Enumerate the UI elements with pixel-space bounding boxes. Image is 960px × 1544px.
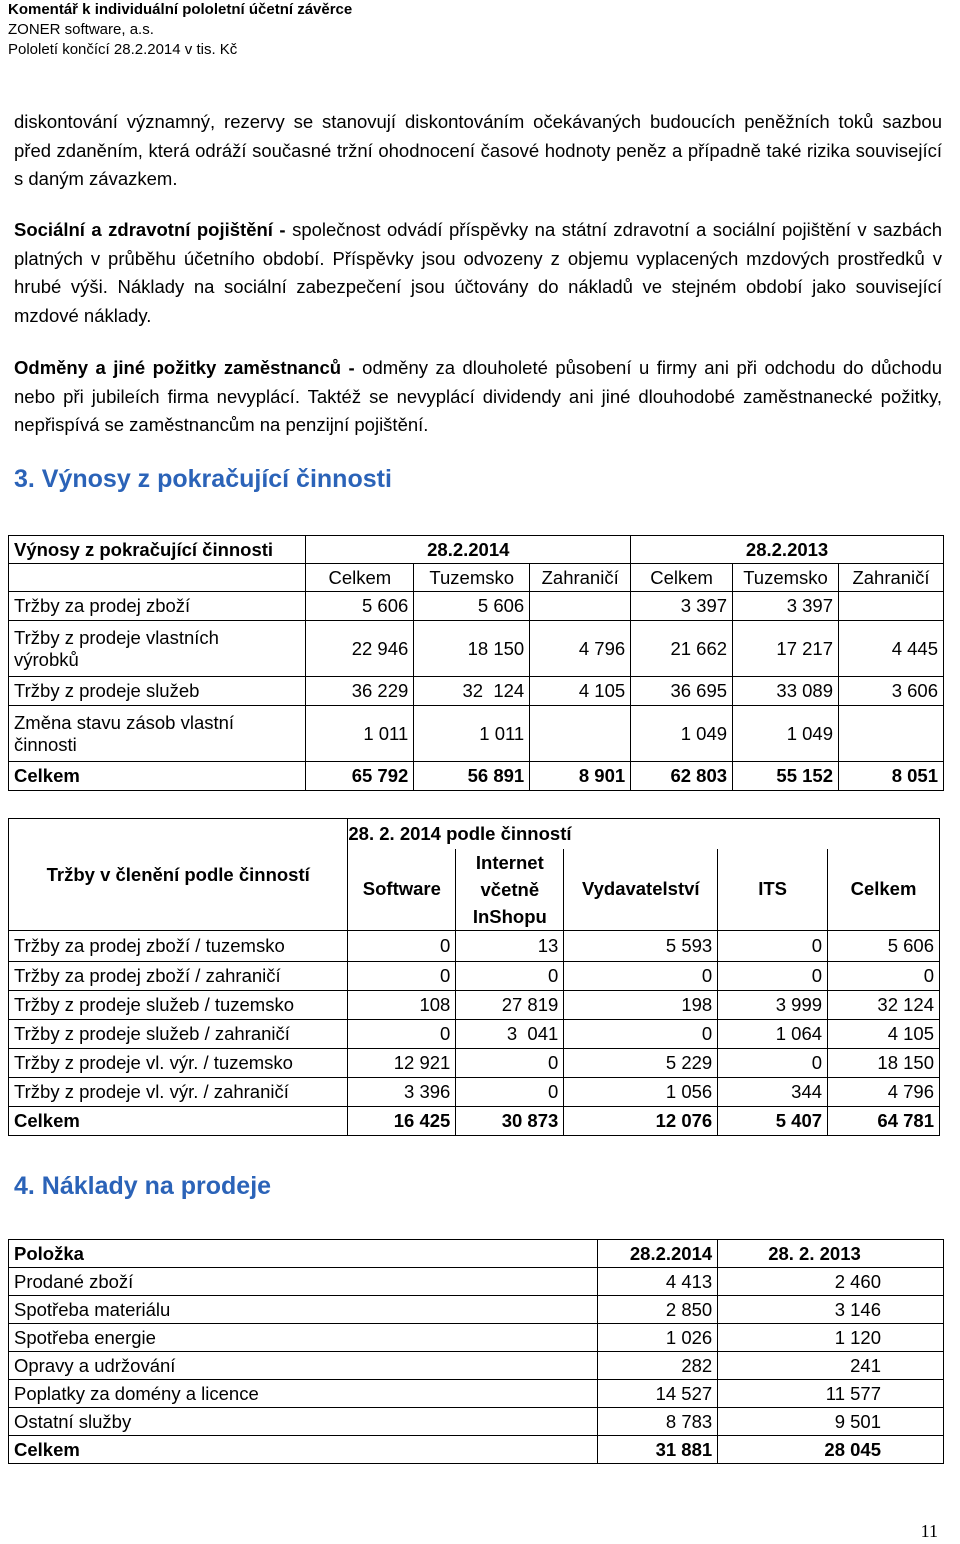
table-cell: 198 xyxy=(564,991,718,1020)
table-header-row xyxy=(9,1240,944,1268)
revenues-table xyxy=(8,535,944,791)
table-cell: 1 011 xyxy=(306,706,414,762)
column-header: Celkem xyxy=(631,564,733,592)
section-heading-revenues: 3. Výnosy z pokračující činnosti xyxy=(14,465,392,493)
table-total-row xyxy=(9,1436,944,1464)
table-cell: 1 049 xyxy=(733,706,839,762)
row-label: Tržby za prodej zboží / tuzemsko xyxy=(9,931,348,962)
column-header: ITS xyxy=(718,849,828,931)
row-label: Spotřeba materiálu xyxy=(9,1296,598,1324)
table-row xyxy=(9,1324,944,1352)
table-cell: 22 946 xyxy=(306,621,414,677)
table-cell xyxy=(839,592,944,621)
header-title: Komentář k individuální pololetní účetní závěrce xyxy=(8,1,353,18)
column-header: Software xyxy=(348,849,456,931)
row-label: Prodané zboží xyxy=(9,1268,598,1296)
table-cell: 0 xyxy=(348,962,456,991)
table-cell: 5 606 xyxy=(828,931,940,962)
header-period: Pololetí končící 28.2.2014 v tis. Kč xyxy=(8,41,238,58)
row-label: Ostatní služby xyxy=(9,1408,598,1436)
table-cell: 0 xyxy=(828,962,940,991)
section-heading-costs: 4. Náklady na prodeje xyxy=(14,1172,272,1200)
table-cell xyxy=(839,706,944,762)
table-row xyxy=(9,1268,944,1296)
table-cell: 8 901 xyxy=(530,762,631,791)
table-cell: 344 xyxy=(718,1078,828,1107)
table-row xyxy=(9,1408,944,1436)
period-label: 28. 2. 2014 podle činností xyxy=(348,822,572,844)
table-row xyxy=(9,962,940,991)
table-cell: 1 049 xyxy=(631,706,733,762)
table-cell: 3 397 xyxy=(733,592,839,621)
table-cell: 32 124 xyxy=(414,677,530,706)
row-label: Tržby za prodej zboží / zahraničí xyxy=(9,962,348,991)
table-cell: 65 792 xyxy=(306,762,414,791)
table-cell: 3 606 xyxy=(839,677,944,706)
table-header-row xyxy=(9,536,944,564)
costs-table xyxy=(8,1239,944,1464)
column-header: Celkem xyxy=(306,564,414,592)
row-label: Celkem xyxy=(9,1436,598,1464)
table-row xyxy=(9,677,944,706)
table-cell: 4 796 xyxy=(828,1078,940,1107)
table-cell: 3 041 xyxy=(456,1020,564,1049)
table-cell xyxy=(530,592,631,621)
table-cell: 5 229 xyxy=(564,1049,718,1078)
table-cell: 13 xyxy=(456,931,564,962)
table-row xyxy=(9,1296,944,1324)
row-label: Tržby z prodeje vl. výr. / zahraničí xyxy=(9,1078,348,1107)
table-cell: 0 xyxy=(718,1049,828,1078)
table-cell: 3 999 xyxy=(718,991,828,1020)
row-label: Tržby z prodeje vl. výr. / tuzemsko xyxy=(9,1049,348,1078)
table-row xyxy=(9,1352,944,1380)
table-cell: 33 089 xyxy=(733,677,839,706)
column-header: Vydavatelství xyxy=(564,849,718,931)
table-cell: 62 803 xyxy=(631,762,733,791)
column-header: Zahraničí xyxy=(530,564,631,592)
table-cell: 108 xyxy=(348,991,456,1020)
column-header: 28. 2. 2013 xyxy=(718,1240,944,1268)
table-cell: 0 xyxy=(564,1020,718,1049)
table-cell: 9 501 xyxy=(718,1408,944,1436)
document-header xyxy=(8,0,352,60)
row-label: Tržby za prodej zboží xyxy=(9,592,306,621)
table-cell: 5 606 xyxy=(414,592,530,621)
table-cell: 14 527 xyxy=(598,1380,718,1408)
table-cell: 0 xyxy=(456,1049,564,1078)
table-cell: 18 150 xyxy=(828,1049,940,1078)
revenues-by-activity-table xyxy=(8,818,940,1136)
table-title: Tržby v členění podle činností xyxy=(9,819,348,931)
column-header: Položka xyxy=(9,1240,598,1268)
table-header-row xyxy=(9,819,940,849)
table-cell: 2 850 xyxy=(598,1296,718,1324)
paragraph-employee-benefits-heading: Odměny a jiné požitky zaměstnanců - xyxy=(14,357,355,378)
row-label: Tržby z prodeje služeb / zahraničí xyxy=(9,1020,348,1049)
paragraph-employee-benefits xyxy=(14,354,942,440)
table-cell: 27 819 xyxy=(456,991,564,1020)
table-cell: 1 056 xyxy=(564,1078,718,1107)
table-cell: 3 397 xyxy=(631,592,733,621)
table-cell xyxy=(530,706,631,762)
table-row xyxy=(9,931,940,962)
table-cell: 18 150 xyxy=(414,621,530,677)
table-cell: 36 229 xyxy=(306,677,414,706)
row-label: Změna stavu zásob vlastní činnosti xyxy=(9,706,306,762)
column-period xyxy=(348,819,940,849)
column-header: 28.2.2014 xyxy=(598,1240,718,1268)
table-row xyxy=(9,1078,940,1107)
table-cell: 28 045 xyxy=(718,1436,944,1464)
table-cell: 55 152 xyxy=(733,762,839,791)
table-cell: 0 xyxy=(348,1020,456,1049)
table-cell: 0 xyxy=(456,962,564,991)
row-label: Spotřeba energie xyxy=(9,1324,598,1352)
row-label: Opravy a udržování xyxy=(9,1352,598,1380)
table-row xyxy=(9,592,944,621)
table-cell: 3 396 xyxy=(348,1078,456,1107)
paragraph-social-insurance-text: společnost odvádí příspěvky na státní zdravotní a sociální pojištění v sazbách platných v průběhu účetního období. Příspěvky jsou odvozeny z objemu vyplacených mzdových prostředků v hrubé výši. Náklady na sociální zabezpečení jsou účtovány do nákladů ve stejném období jako související mzdové náklady. xyxy=(14,219,942,326)
table-cell: 1 120 xyxy=(718,1324,944,1352)
paragraph-discounting: diskontování významný, rezervy se stanovují diskontováním očekávaných budoucích peněžních toků sazbou před zdaněním, která odráží současné tržní ohodnocení časové hodnoty peněz a případně také rizika související s daným závazkem. xyxy=(14,111,942,189)
row-label: Tržby z prodeje vlastních výrobků xyxy=(9,621,306,677)
header-company: ZONER software, a.s. xyxy=(8,21,154,38)
row-label: Poplatky za domény a licence xyxy=(9,1380,598,1408)
table-cell: 4 105 xyxy=(530,677,631,706)
column-period-2014: 28.2.2014 xyxy=(306,536,631,564)
table-cell: 0 xyxy=(718,931,828,962)
table-cell: 1 064 xyxy=(718,1020,828,1049)
table-row xyxy=(9,1049,940,1078)
table-cell: 30 873 xyxy=(456,1107,564,1136)
table-cell: 17 217 xyxy=(733,621,839,677)
column-header: Internet včetně InShopu xyxy=(456,849,564,931)
table-cell: 0 xyxy=(456,1078,564,1107)
table-cell: 3 146 xyxy=(718,1296,944,1324)
table-cell: 64 781 xyxy=(828,1107,940,1136)
column-header: Tuzemsko xyxy=(733,564,839,592)
table-cell: 4 445 xyxy=(839,621,944,677)
table-row xyxy=(9,706,944,762)
table-cell: 0 xyxy=(564,962,718,991)
table-cell: 5 407 xyxy=(718,1107,828,1136)
column-period-2013: 28.2.2013 xyxy=(631,536,944,564)
table-cell: 36 695 xyxy=(631,677,733,706)
table-cell: 4 796 xyxy=(530,621,631,677)
table-cell: 4 105 xyxy=(828,1020,940,1049)
column-header: Tuzemsko xyxy=(414,564,530,592)
table-cell: 282 xyxy=(598,1352,718,1380)
table-row xyxy=(9,621,944,677)
table-cell: 241 xyxy=(718,1352,944,1380)
table-row xyxy=(9,1380,944,1408)
table-row xyxy=(9,991,940,1020)
table-row xyxy=(9,1020,940,1049)
row-label: Celkem xyxy=(9,762,306,791)
table-cell: 2 460 xyxy=(718,1268,944,1296)
table-total-row xyxy=(9,1107,940,1136)
table-cell: 32 124 xyxy=(828,991,940,1020)
row-label: Celkem xyxy=(9,1107,348,1136)
table-cell: 0 xyxy=(348,931,456,962)
row-label: Tržby z prodeje služeb / tuzemsko xyxy=(9,991,348,1020)
table-cell: 1 011 xyxy=(414,706,530,762)
paragraph-social-insurance xyxy=(14,216,942,330)
table-cell: 5 593 xyxy=(564,931,718,962)
table-subheader-row xyxy=(9,564,944,592)
table-cell: 5 606 xyxy=(306,592,414,621)
table-cell: 21 662 xyxy=(631,621,733,677)
table-title: Výnosy z pokračující činnosti xyxy=(9,536,306,564)
table-cell: 8 051 xyxy=(839,762,944,791)
column-header: Zahraničí xyxy=(839,564,944,592)
table-cell: 0 xyxy=(718,962,828,991)
table-cell: 8 783 xyxy=(598,1408,718,1436)
page-number: 11 xyxy=(920,1521,938,1541)
paragraph-social-insurance-heading: Sociální a zdravotní pojištění - xyxy=(14,219,286,240)
row-label: Tržby z prodeje služeb xyxy=(9,677,306,706)
column-header: Celkem xyxy=(828,849,940,931)
table-cell: 16 425 xyxy=(348,1107,456,1136)
table-cell: 12 921 xyxy=(348,1049,456,1078)
table-total-row xyxy=(9,762,944,791)
table-cell: 12 076 xyxy=(564,1107,718,1136)
table-cell: 4 413 xyxy=(598,1268,718,1296)
table-cell: 1 026 xyxy=(598,1324,718,1352)
table-cell: 56 891 xyxy=(414,762,530,791)
table-cell: 31 881 xyxy=(598,1436,718,1464)
table-cell: 11 577 xyxy=(718,1380,944,1408)
paragraph-employee-benefits-text: odměny za dlouholeté působení u firmy ani při odchodu do důchodu nebo při jubileích firma nevyplácí. Taktéž se nevyplácí dividendy ani jiné dlouhodobé zaměstnanecké požitky, nepřispívá se zaměstnancům na penzijní pojištění. xyxy=(14,357,942,435)
